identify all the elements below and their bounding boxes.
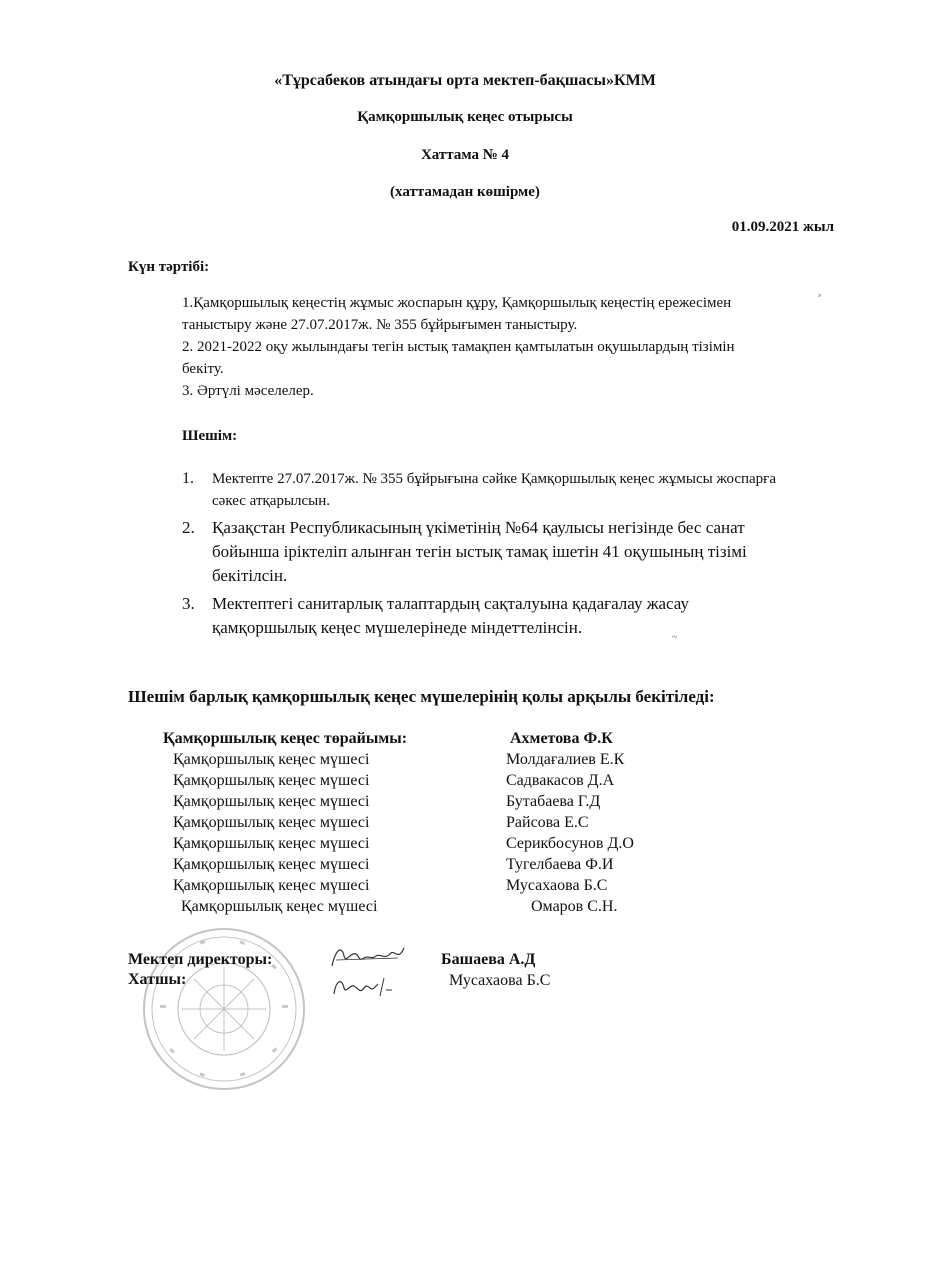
secretary-name: Мусахаова Б.С [449, 972, 551, 989]
decision-title: Шешім: [182, 428, 238, 444]
scan-speck: ⸗ [818, 290, 822, 301]
member-role: Қамқоршылық кеңес мүшесі [173, 793, 370, 810]
decision-item [182, 592, 782, 640]
member-name: Бутабаева Г.Д [506, 793, 601, 810]
member-role: Қамқоршылық кеңес мүшесі [181, 898, 378, 915]
decision-text: Қазақстан Республикасының үкіметінің №64 қаулысы негізінде бес санат бойынша іріктеліп алынған тегін ыстық тамақ ішетін 41 оқушының тізімі бекітілсін. [212, 518, 747, 585]
member-name: Тугелбаева Ф.И [506, 856, 614, 873]
approval-statement: Шешім барлық қамқоршылық кеңес мүшелерінің қолы арқылы бекітіледі: [128, 687, 715, 706]
agenda-line: 1.Қамқоршылық кеңестің жұмыс жоспарын құру, Қамқоршылық кеңестің ережесімен [182, 295, 732, 311]
decision-item [182, 468, 782, 512]
secretary-label: Хатшы: [128, 971, 187, 988]
secretary-signature [330, 972, 394, 1000]
agenda-title: Күн тәртібі: [128, 259, 210, 275]
decision-list [182, 468, 782, 644]
document-date: 01.09.2021 жыл [731, 219, 834, 235]
agenda-line: бекіту. [182, 361, 224, 377]
member-role: Қамқоршылық кеңес мүшесі [173, 877, 370, 894]
decision-number: 3. [182, 594, 195, 613]
member-name: Садвакасов Д.А [506, 772, 615, 789]
decision-text: Мектепте 27.07.2017ж. № 355 бұйрығына сәйке Қамқоршылық кеңес жұмысы жоспарға сәкес атқарылсын. [212, 471, 776, 509]
agenda-line: 2. 2021-2022 оқу жылындағы тегін ыстық тамақпен қамтылатын оқушылардың тізімін [182, 339, 735, 355]
protocol-number: Хаттама № 4 [420, 147, 510, 163]
member-name: Омаров С.Н. [531, 898, 618, 915]
member-name: Райсова Е.С [506, 814, 589, 831]
member-name: Молдағалиев Е.К [506, 751, 625, 768]
member-role: Қамқоршылық кеңес мүшесі [173, 751, 370, 768]
agenda-line: 3. Әртүлі мәселелер. [182, 383, 314, 399]
decision-number: 2. [182, 518, 195, 537]
member-role: Қамқоршылық кеңес мүшесі [173, 814, 370, 831]
decision-number: 1. [182, 470, 194, 487]
agenda-list [182, 292, 842, 402]
copy-note: (хаттамадан көшірме) [390, 184, 540, 200]
scan-speck: ~ [672, 632, 678, 643]
agenda-line: таныстыру және 27.07.2017ж. № 355 бұйрығымен таныстыру. [182, 317, 578, 333]
member-name: Серикбосунов Д.О [506, 835, 634, 852]
org-title: «Тұрсабеков атындағы орта мектеп-бақшасы»КММ [274, 72, 656, 89]
chair-name: Ахметова Ф.К [510, 730, 613, 747]
member-name: Мусахаова Б.С [506, 877, 608, 894]
decision-item [182, 516, 782, 588]
meeting-title: Қамқоршылық кеңес отырысы [357, 109, 573, 125]
decision-text: Мектептегі санитарлық талаптардың сақталуына қадағалау жасау қамқоршылық кеңес мүшелерінеде міндеттелінсін. [212, 594, 689, 637]
member-role: Қамқоршылық кеңес мүшесі [173, 772, 370, 789]
chair-role: Қамқоршылық кеңес төрайымы: [163, 730, 408, 747]
director-label: Мектеп директоры: [128, 951, 273, 968]
member-role: Қамқоршылық кеңес мүшесі [173, 856, 370, 873]
member-role: Қамқоршылық кеңес мүшесі [173, 835, 370, 852]
director-signature [328, 942, 410, 972]
director-name: Башаева А.Д [441, 951, 536, 968]
